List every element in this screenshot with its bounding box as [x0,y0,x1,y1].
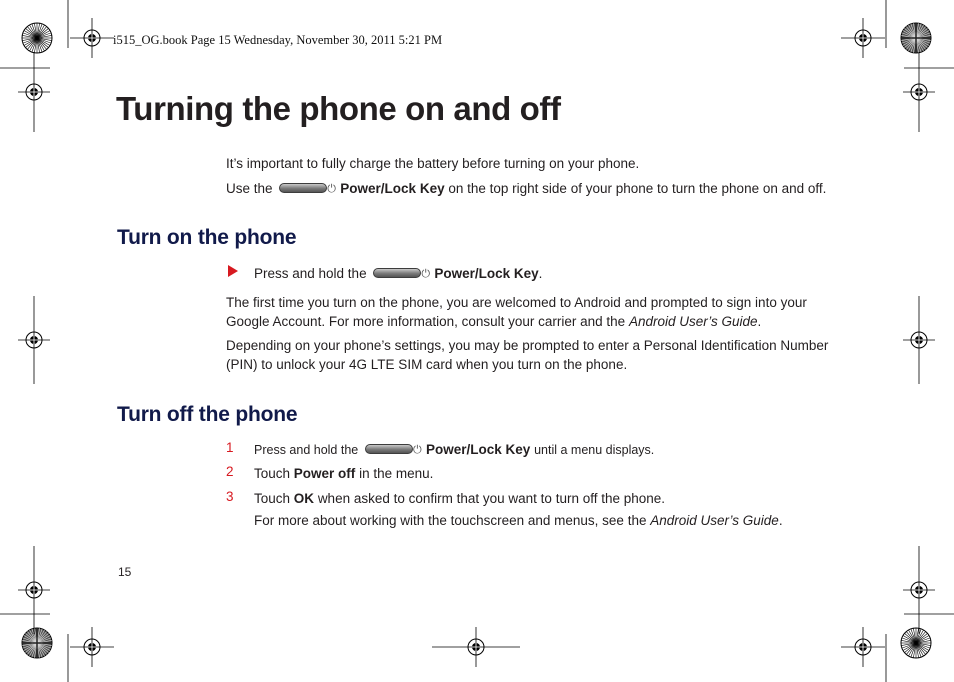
turn-on-bullet-key: Power/Lock Key [434,266,539,281]
turn-on-p1-line-2 [226,312,846,331]
registration-mark-icon [841,18,885,58]
sunburst-target-icon [901,628,931,658]
registration-mark-icon [903,546,935,634]
turn-on-p2-line-2: (PIN) to unlock your 4G LTE SIM card when you turn on the phone. [226,357,628,372]
step-1-number: 1 [226,440,234,455]
step-1-suffix: until a menu displays. [534,443,655,457]
registration-mark-icon [70,18,114,58]
print-header: i515_OG.book Page 15 Wednesday, November 30, 2011 5:21 PM [113,33,443,47]
intro-key-suffix: on the top right side of your phone to turn the phone on and off. [448,181,827,196]
step-1-text [254,440,654,460]
step-2-prefix: Touch [254,466,291,481]
intro-paragraph-1: It’s important to fully charge the battery before turning on your phone. [226,156,640,171]
page-number: 15 [118,565,132,579]
sunburst-target-icon [901,23,931,53]
step-2-number: 2 [226,464,234,479]
step-1-bold: Power/Lock Key [426,442,531,457]
intro-paragraph-2 [226,179,826,198]
registration-mark-icon [903,52,935,132]
registration-mark-icon [18,546,50,634]
turn-on-p2-line-1: Depending on your phone’s settings, you may be prompted to enter a Personal Identification Number [226,338,829,353]
turn-off-note-guide: Android User’s Guide [650,513,779,528]
step-3-bold: OK [293,491,315,506]
turn-off-heading: Turn off the phone [117,403,298,426]
turn-off-note-end: . [778,513,783,528]
turn-on-bullet-suffix: . [538,266,543,281]
turn-on-bullet [254,264,542,283]
step-2-suffix: in the menu. [359,466,434,481]
sunburst-target-icon [22,628,52,658]
power-lock-key-icon: ⏻ [373,267,431,279]
registration-mark-icon [432,627,520,667]
step-3-suffix: when asked to confirm that you want to turn off the phone. [317,491,666,506]
turn-on-paragraph-2 [226,336,846,374]
turn-on-p1-end: . [757,314,762,329]
turn-on-p1-line-1: The first time you turn on the phone, you are welcomed to Android and prompted to sign into your [226,295,807,310]
step-2-text [254,464,433,483]
turn-off-note-prefix: For more about working with the touchscreen and menus, see the [254,513,647,528]
registration-mark-icon [903,296,935,384]
turn-on-p1-guide: Android User’s Guide [628,314,758,329]
registration-mark-icon [841,627,885,667]
registration-mark-icon [18,52,50,132]
step-1-prefix: Press and hold the [254,443,359,457]
sunburst-target-icon [22,23,52,53]
red-triangle-bullet-icon [228,265,238,277]
step-3-number: 3 [226,489,234,504]
intro-key-name: Power/Lock Key [340,181,445,196]
turn-on-bullet-prefix: Press and hold the [254,266,367,281]
step-2-bold: Power off [293,466,356,481]
turn-on-p1-text: Google Account. For more information, consult your carrier and the [226,314,626,329]
turn-off-note [254,511,783,530]
power-lock-key-icon: ⏻ [365,443,423,455]
intro-use-the: Use the [226,181,273,196]
step-3-prefix: Touch [254,491,291,506]
power-lock-key-icon: ⏻ [279,182,337,194]
page-title: Turning the phone on and off [116,90,561,127]
turn-on-paragraph-1 [226,293,846,331]
step-3-text [254,489,665,508]
registration-mark-icon [70,627,114,667]
turn-on-heading: Turn on the phone [117,226,297,249]
registration-mark-icon [18,296,50,384]
